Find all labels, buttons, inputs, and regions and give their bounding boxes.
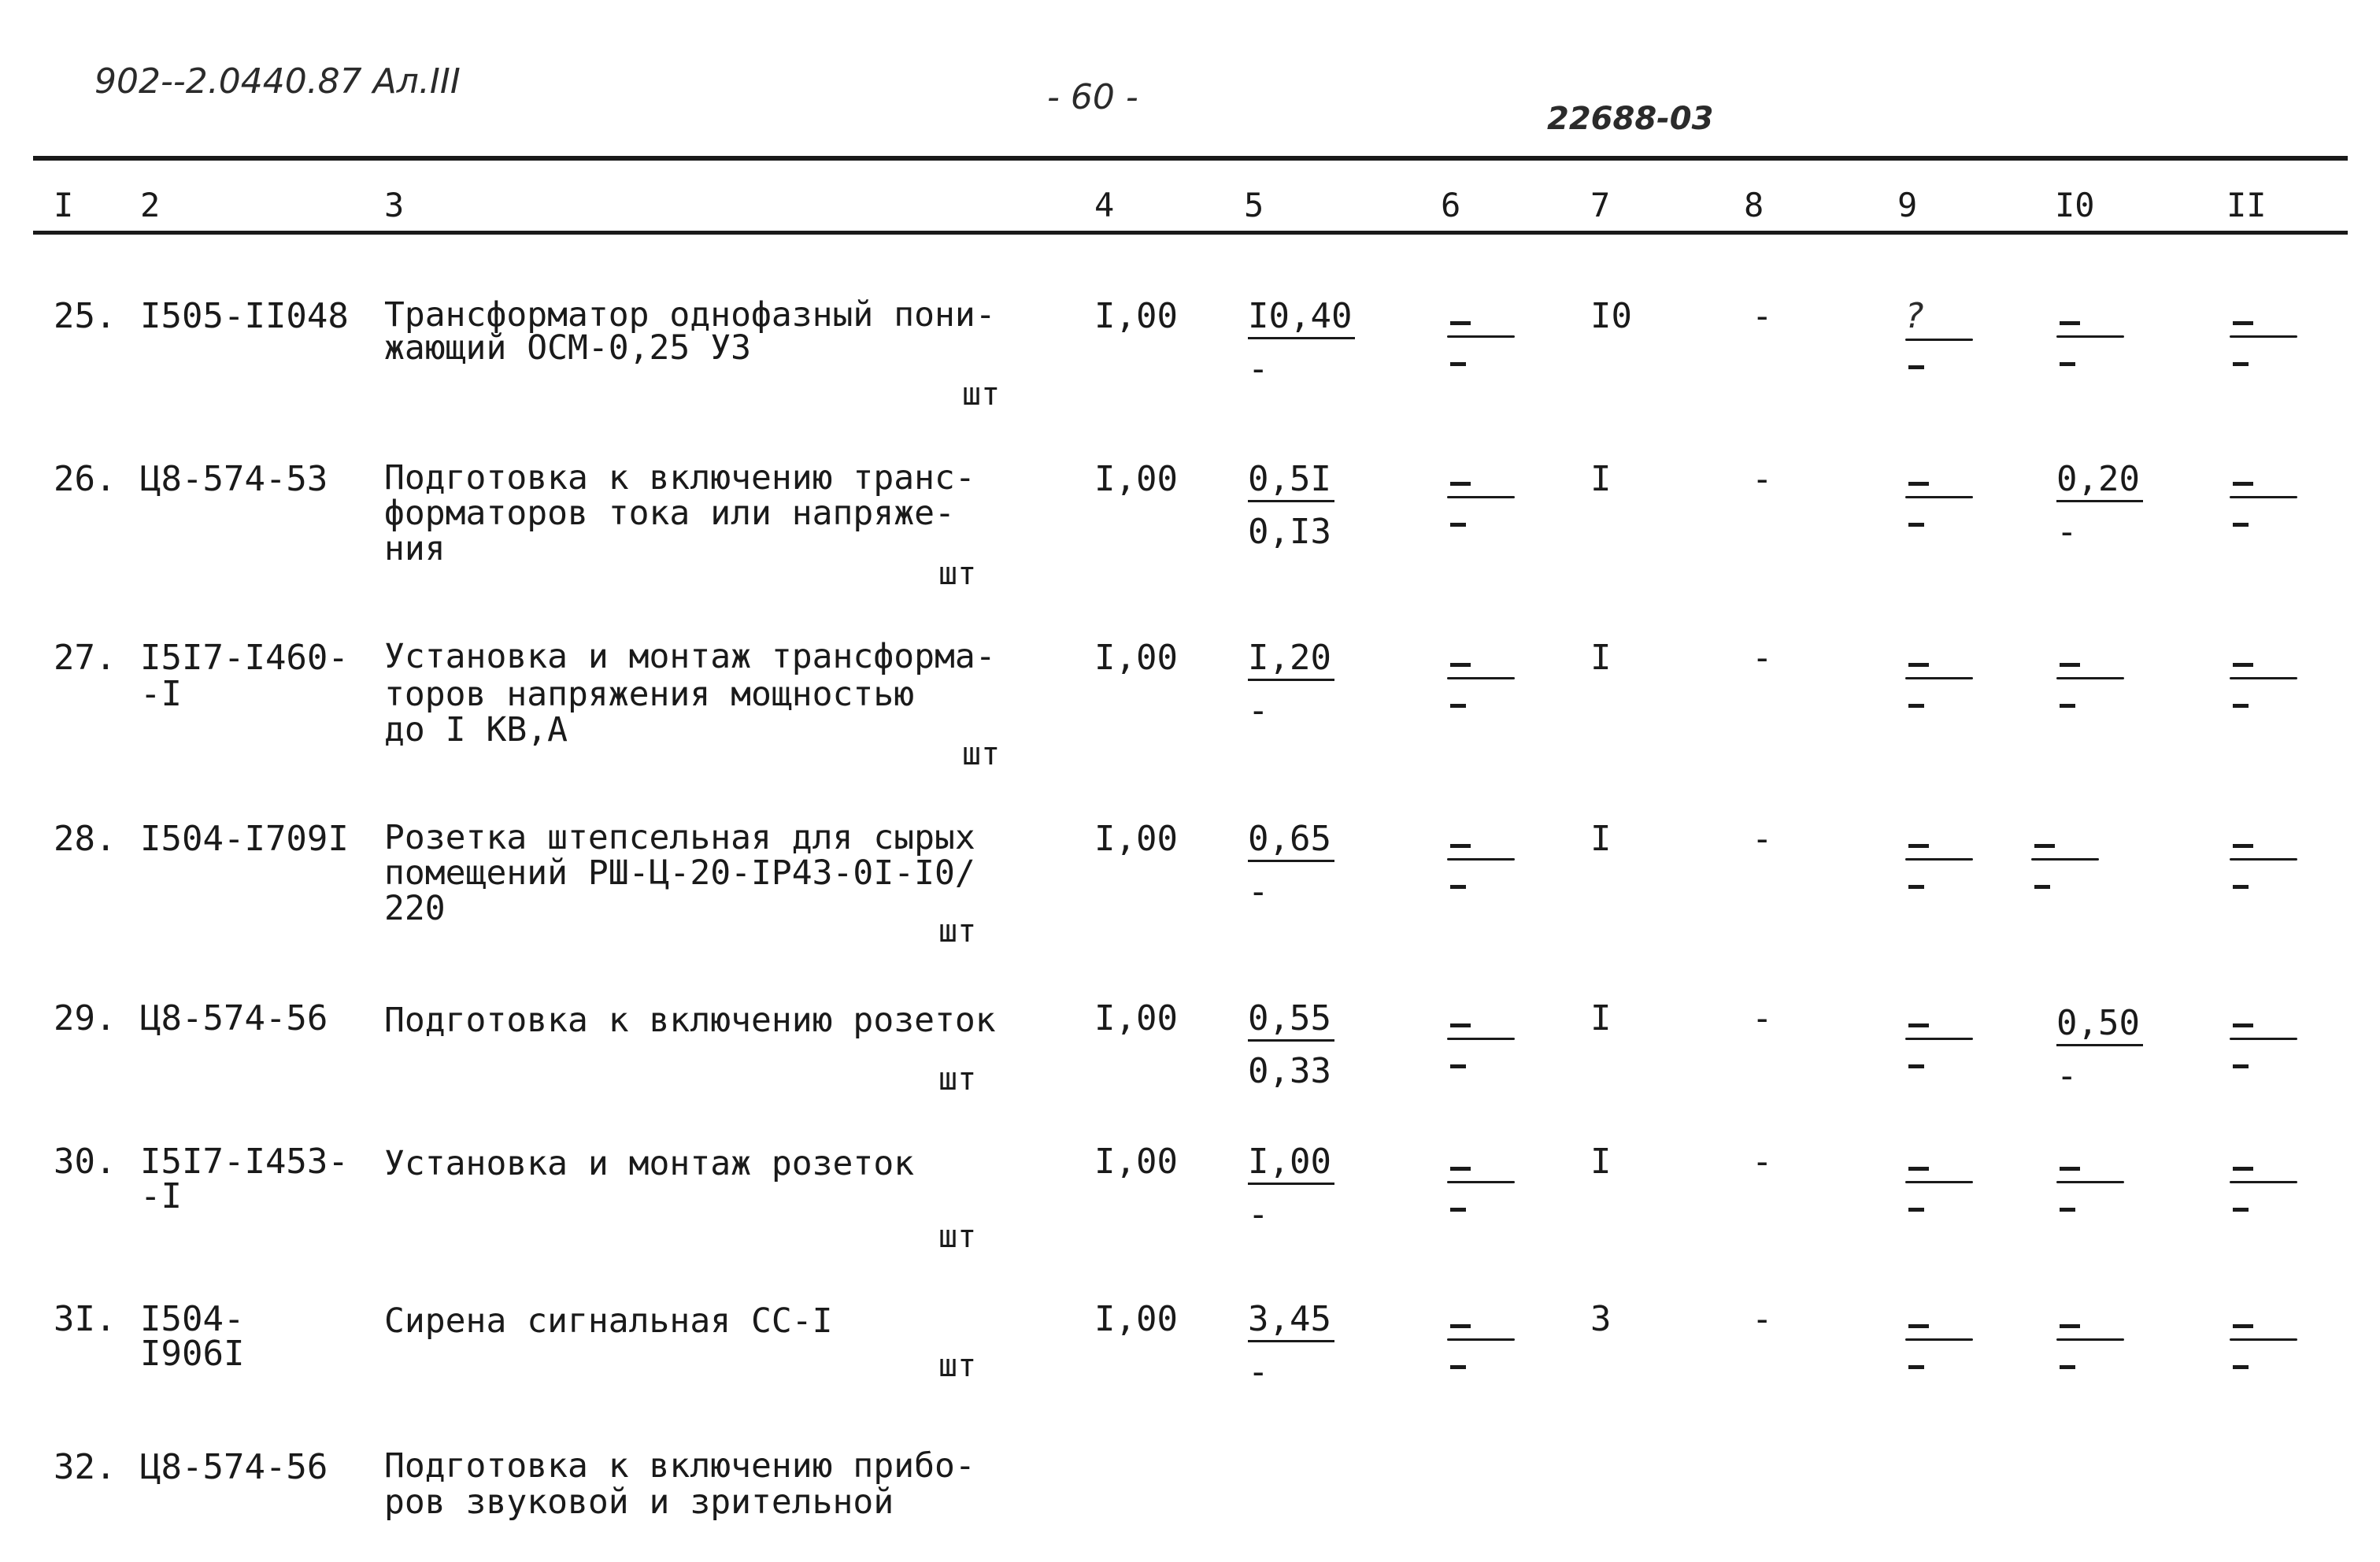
row-col7: I	[1590, 998, 1612, 1038]
row-unit: шт	[938, 1061, 977, 1097]
col5-top: 3,45	[1248, 1301, 1334, 1342]
row-code: I5I7-I453-	[140, 1142, 349, 1182]
row-col7: 3	[1590, 1299, 1612, 1339]
row-number: 27.	[54, 638, 117, 678]
row-unit: шт	[938, 556, 977, 592]
column-header-9: 9	[1897, 186, 1918, 224]
column-header-3: 3	[384, 186, 405, 224]
row-description: жающий ОСМ-0,25 У3	[384, 328, 751, 368]
row-code: I5I7-I460-	[140, 638, 349, 678]
row-unit: шт	[962, 376, 1001, 413]
row-col9: ?	[1905, 296, 1924, 336]
row-code: Ц8-574-56	[140, 1447, 328, 1487]
row-quantity: I,00	[1094, 296, 1178, 336]
row-quantity: I,00	[1094, 1142, 1178, 1182]
document-code: 902--2.0440.87 Ал.III	[94, 61, 461, 102]
row-description: Розетка штепсельная для сырых	[384, 818, 975, 857]
row-description: Трансформатор однофазный пони-	[384, 295, 996, 335]
row-number: 26.	[54, 459, 117, 499]
row-col10-fraction	[2056, 461, 2143, 551]
row-col8: -	[1752, 459, 1773, 499]
row-col9-dash	[1905, 339, 1976, 386]
row-description: торов напряжения мощностью	[384, 675, 915, 714]
row-quantity: I,00	[1094, 459, 1178, 499]
row-description: до I КВ,А	[384, 710, 568, 750]
row-quantity: I,00	[1094, 1299, 1178, 1339]
row-code: I505-II048	[140, 296, 349, 336]
col10-top: 0,50	[2056, 1005, 2143, 1046]
header-rule	[33, 231, 2348, 235]
row-description: форматоров тока или напряже-	[384, 494, 955, 533]
row-code: -I	[140, 674, 182, 714]
row-unit: шт	[938, 1348, 977, 1384]
row-col5-fraction	[1248, 639, 1334, 730]
column-header-8: 8	[1744, 186, 1764, 224]
row-description: Подготовка к включению транс-	[384, 458, 975, 498]
row-unit: шт	[938, 1219, 977, 1255]
column-header-6: 6	[1441, 186, 1461, 224]
row-description: Сирена сигнальная СС-I	[384, 1301, 833, 1341]
col5-top: I0,40	[1248, 298, 1355, 339]
row-col5-fraction	[1248, 820, 1334, 911]
row-quantity: I,00	[1094, 998, 1178, 1038]
row-description: Подготовка к включению прибо-	[384, 1446, 975, 1486]
row-col7: I0	[1590, 296, 1632, 336]
col5-top: 0,5I	[1248, 461, 1334, 502]
row-number: 3I.	[54, 1299, 117, 1339]
row-col8: -	[1752, 998, 1773, 1038]
row-code: I906I	[140, 1334, 245, 1374]
row-number: 25.	[54, 296, 117, 336]
sheet-number: 22688-03	[1547, 101, 1714, 137]
row-col5-fraction	[1248, 1000, 1334, 1090]
row-col8: -	[1752, 638, 1773, 678]
column-header-10: I0	[2055, 186, 2095, 224]
row-code: -I	[140, 1176, 182, 1216]
row-quantity: I,00	[1094, 638, 1178, 678]
col5-bottom: 0,33	[1248, 1051, 1331, 1091]
col10-bottom: -	[2056, 1056, 2078, 1096]
row-col10-fraction	[2056, 1005, 2143, 1095]
row-col5-fraction	[1248, 1301, 1334, 1391]
page-number: - 60 -	[1047, 77, 1138, 117]
row-code: I504-	[140, 1299, 245, 1339]
column-header-5: 5	[1244, 186, 1264, 224]
row-col8: -	[1752, 1299, 1773, 1339]
row-col8: -	[1752, 296, 1773, 336]
row-code: I504-I709I	[140, 819, 349, 859]
column-header-7: 7	[1590, 186, 1611, 224]
row-unit: шт	[962, 736, 1001, 772]
col5-bottom: -	[1248, 690, 1269, 731]
col5-top: 0,65	[1248, 820, 1334, 862]
row-col8: -	[1752, 1142, 1773, 1182]
row-description: Подготовка к включению розеток	[384, 1001, 996, 1040]
col10-top: 0,20	[2056, 461, 2143, 502]
row-number: 28.	[54, 819, 117, 859]
column-header-2: 2	[140, 186, 161, 224]
row-col7: I	[1590, 1142, 1612, 1182]
row-col5-fraction	[1248, 1143, 1334, 1234]
row-description: 220	[384, 889, 446, 928]
row-col7: I	[1590, 819, 1612, 859]
row-col7: I	[1590, 459, 1612, 499]
column-header-4: 4	[1094, 186, 1115, 224]
col5-bottom: -	[1248, 349, 1269, 389]
row-code: Ц8-574-53	[140, 459, 328, 499]
row-number: 32.	[54, 1447, 117, 1487]
row-description: Установка и монтаж розеток	[384, 1144, 915, 1183]
col5-bottom: 0,I3	[1248, 512, 1331, 552]
row-number: 30.	[54, 1142, 117, 1182]
col5-top: I,20	[1248, 639, 1334, 681]
row-col8: -	[1752, 819, 1773, 859]
col5-bottom: -	[1248, 1352, 1269, 1392]
row-col7: I	[1590, 638, 1612, 678]
row-description: ния	[384, 529, 446, 568]
row-number: 29.	[54, 998, 117, 1038]
col5-bottom: -	[1248, 872, 1269, 912]
col5-top: I,00	[1248, 1143, 1334, 1185]
top-rule	[33, 156, 2348, 161]
row-col5-fraction	[1248, 298, 1355, 388]
row-description: Установка и монтаж трансформа-	[384, 637, 996, 676]
col5-top: 0,55	[1248, 1000, 1334, 1042]
row-unit: шт	[938, 913, 977, 949]
row-code: Ц8-574-56	[140, 998, 328, 1038]
row-description: помещений РШ-Ц-20-IP43-0I-I0/	[384, 853, 975, 893]
column-header-11: II	[2226, 186, 2267, 224]
col5-bottom: -	[1248, 1194, 1269, 1234]
column-header-1: I	[54, 186, 74, 224]
row-description: ров звуковой и зрительной	[384, 1482, 894, 1522]
row-col5-fraction	[1248, 461, 1334, 551]
col10-bottom: -	[2056, 512, 2078, 552]
row-quantity: I,00	[1094, 819, 1178, 859]
